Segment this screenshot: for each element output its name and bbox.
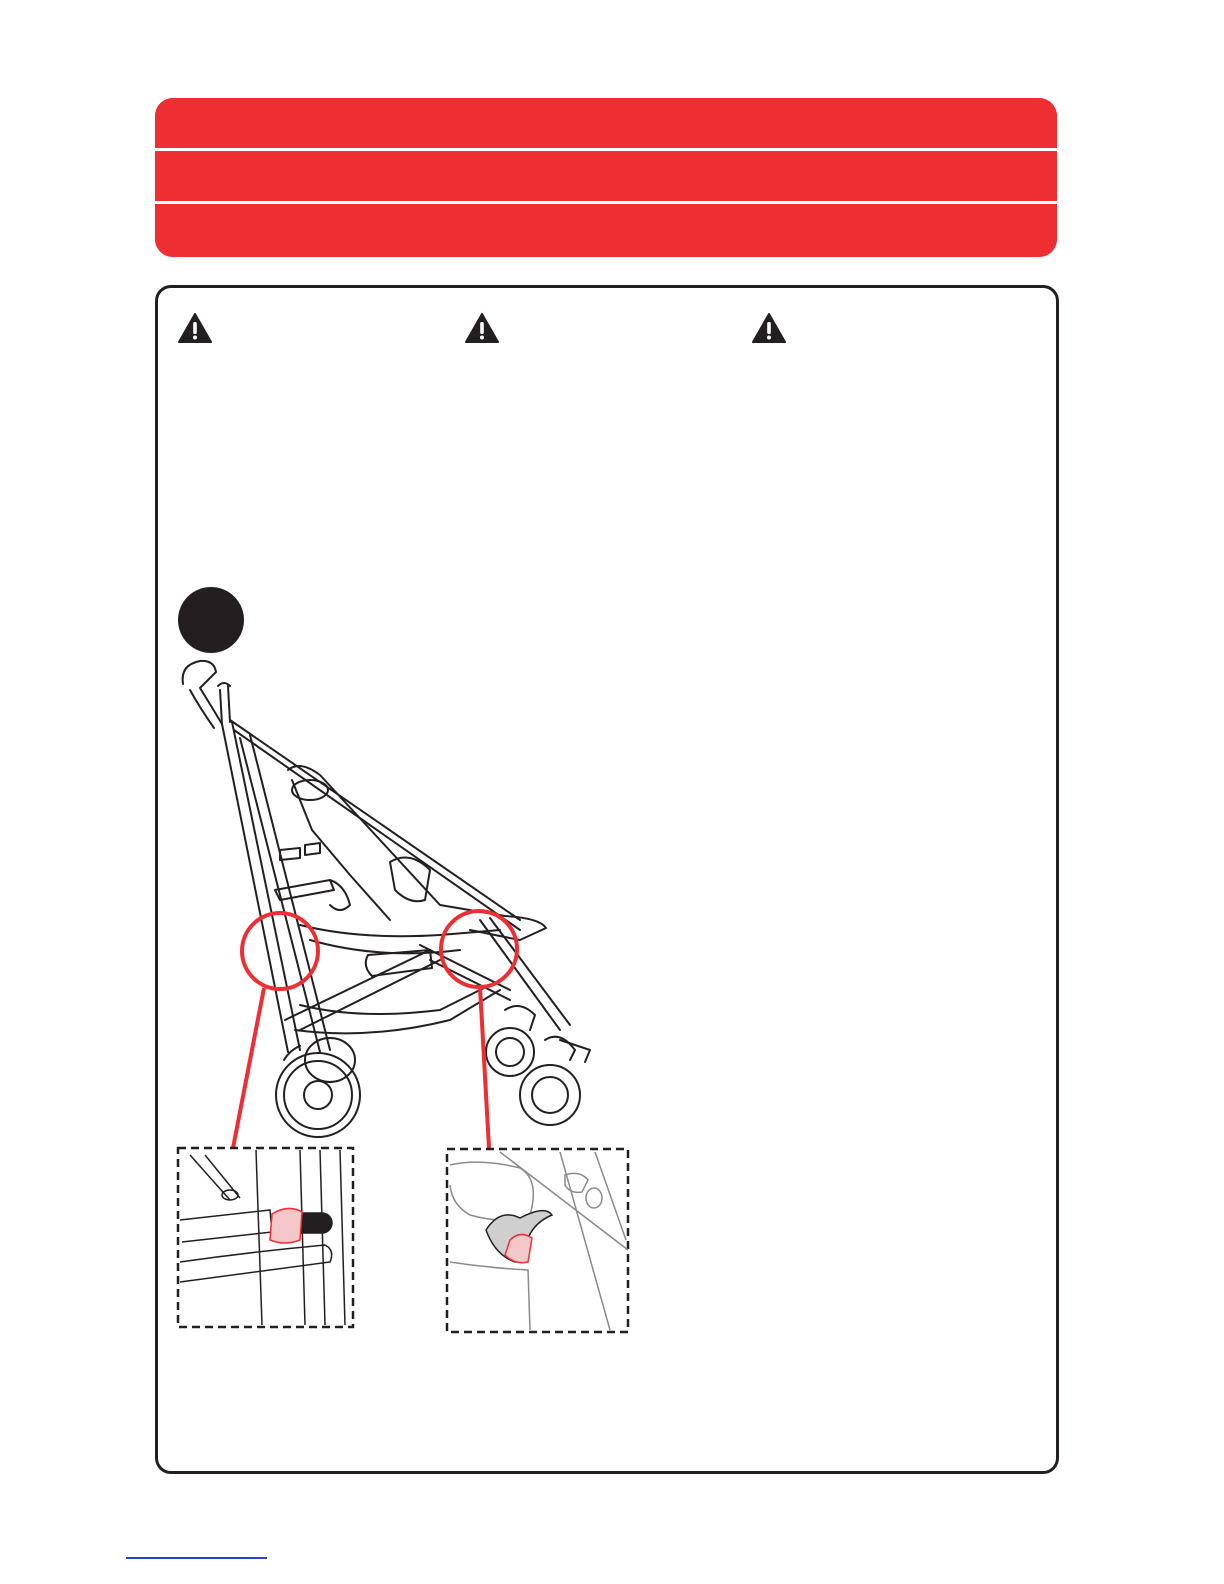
footer-link-underline[interactable] [126, 1557, 267, 1559]
detail-box-left [178, 1148, 353, 1327]
detail-box-right [447, 1149, 628, 1332]
